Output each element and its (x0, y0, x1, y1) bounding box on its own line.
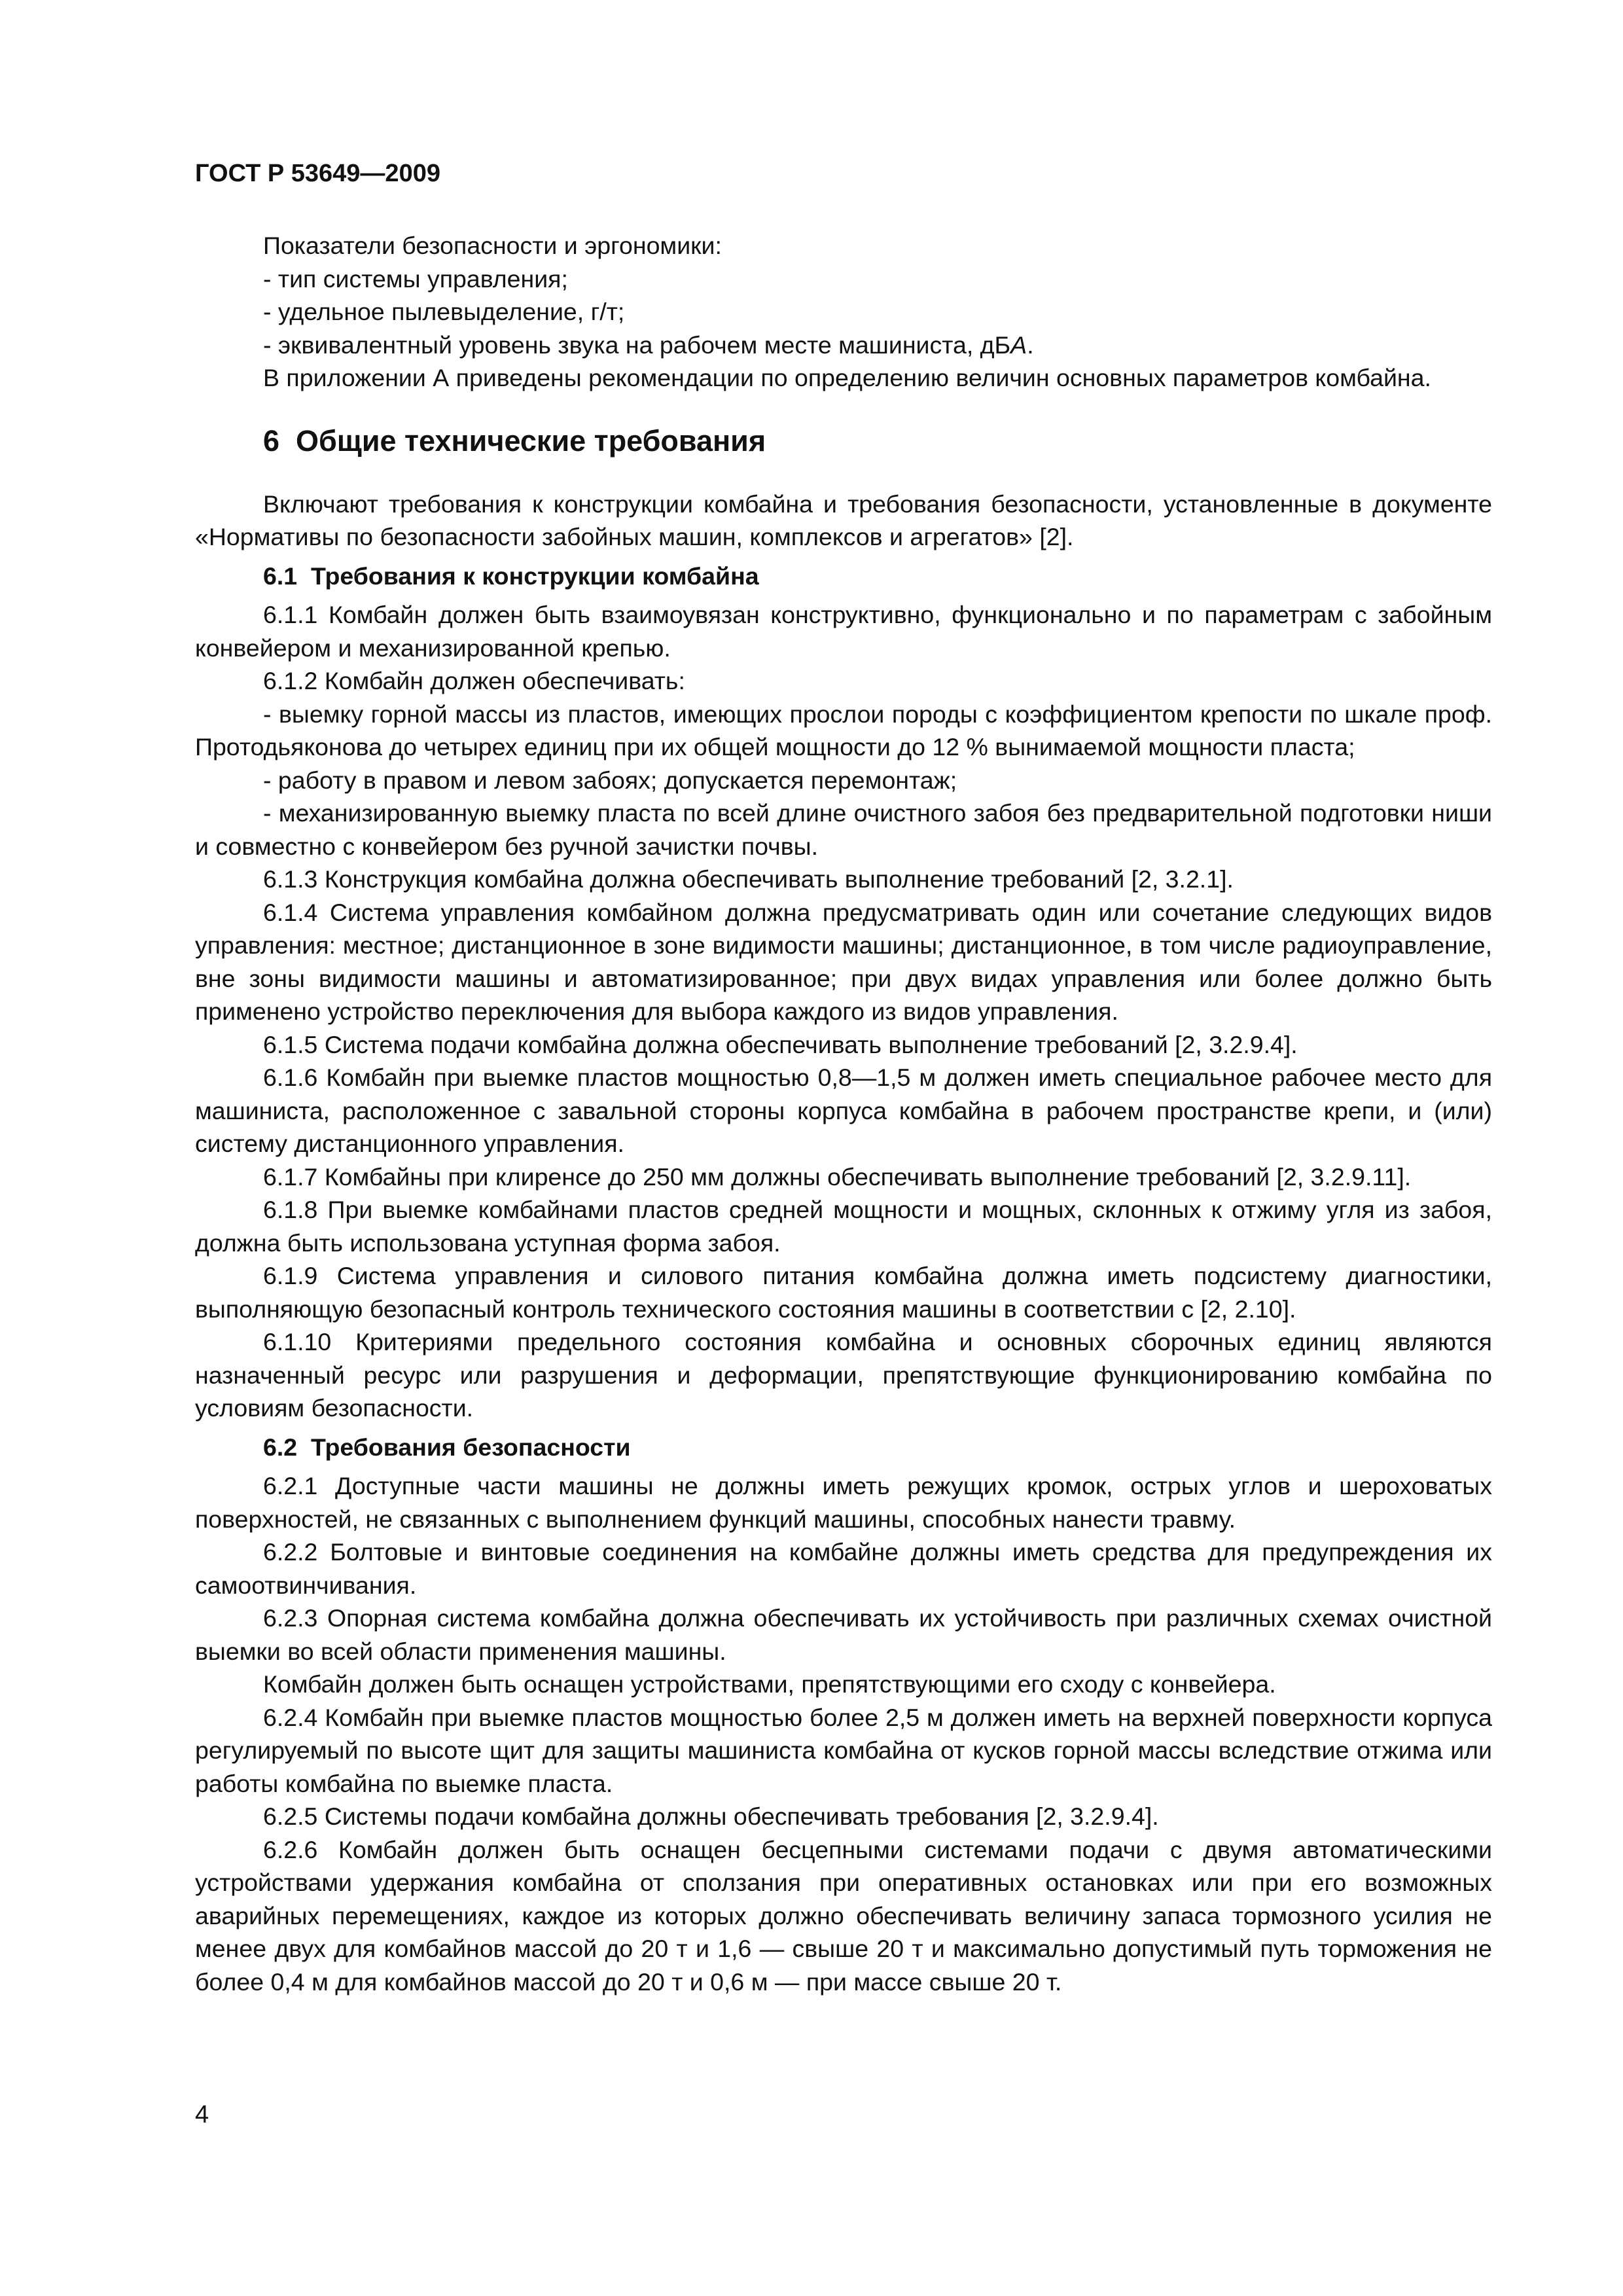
list-item: - тип системы управления; (263, 264, 568, 293)
annex-reference: В приложении А приведены рекомендации по определению величин основных параметров комбайна. (263, 364, 1431, 391)
clause-6-1-9: 6.1.9 Система управления и силового питания комбайна должна иметь подсистему диагностики, выполняющую безопасный контроль технического состояния машины в соответствии с [2, 2.10]. (195, 1262, 1492, 1323)
list-item: - удельное пылевыделение, г/т; (263, 298, 625, 325)
list-item-text: - эквивалентный уровень звука на рабочем месте машиниста, дБ (263, 331, 1011, 359)
clause-6-1-7: 6.1.7 Комбайны при клиренсе до 250 мм должны обеспечивать выполнение требований [2, 3.2.9.11]. (263, 1162, 1412, 1191)
standard-header: ГОСТ Р 53649—2009 (195, 160, 440, 187)
clause-6-1-5: 6.1.5 Система подачи комбайна должна обеспечивать выполнение требований [2, 3.2.9.4]. (263, 1030, 1298, 1058)
subsection-title: Требования к конструкции комбайна (310, 562, 759, 590)
section-6-intro: Включают требования к конструкции комбайна и требования безопасности, установленные в документе «Нормативы по безопасности забойных машин, комплексов и агрегатов» [2]. (195, 490, 1492, 550)
list-item: - работу в правом и левом забоях; допускается перемонтаж; (263, 766, 957, 794)
clause-6-1-10: 6.1.10 Критериями предельного состояния комбайна и основных сборочных единиц являются назначенный ресурс или разрушения и деформации, препятствующие функционированию комбайна по условиям безопасности. (195, 1328, 1492, 1422)
clause-6-1-1: 6.1.1 Комбайн должен быть взаимоувязан конструктивно, функционально и по параметрам с забойным конвейером и механизированной крепью. (195, 601, 1492, 662)
subsection-6-1-heading (263, 560, 1492, 593)
section-number: 6 (263, 423, 280, 457)
clause-6-2-3-addendum: Комбайн должен быть оснащен устройствами, препятствующими его сходу с конвейера. (263, 1670, 1276, 1698)
subsection-number: 6.1 (263, 562, 298, 590)
section-6-heading (263, 423, 1492, 459)
list-item (195, 329, 1492, 362)
clause-6-2-5: 6.2.5 Системы подачи комбайна должны обеспечивать требования [2, 3.2.9.4]. (263, 1803, 1159, 1830)
indicators-title: Показатели безопасности и эргономики: (263, 232, 722, 259)
clause-6-2-4: 6.2.4 Комбайн при выемке пластов мощностью более 2,5 м должен иметь на верхней поверхности корпуса регулируемый по высоте щит для защиты машиниста комбайна от кусков горной массы вследствие отжима или работы комбайна по выемке пласта. (195, 1703, 1492, 1797)
clause-6-2-1: 6.2.1 Доступные части машины не должны иметь режущих кромок, острых углов и шероховатых поверхностей, не связанных с выполнением функций машины, способных нанести травму. (195, 1472, 1492, 1533)
clause-6-1-8: 6.1.8 При выемке комбайнами пластов средней мощности и мощных, склонных к отжиму угля из забоя, должна быть использована уступная форма забоя. (195, 1196, 1492, 1257)
clause-6-1-4: 6.1.4 Система управления комбайном должна предусматривать один или сочетание следующих видов управления: местное; дистанционное в зоне видимости машины; дистанционное, в том числе радиоуправление, вне зоны видимости машины и автоматизированное; при двух видах управления или более должно быть применено устройство переключения для выбора каждого из видов управления. (195, 898, 1492, 1025)
list-item: - выемку горной массы из пластов, имеющих прослои породы с коэффициентом крепости по шкале проф. Протодьяконова до четырех единиц при их общей мощности до 12 % вынимаемой мощности пласта; (195, 700, 1492, 761)
clause-6-2-2: 6.2.2 Болтовые и винтовые соединения на комбайне должны иметь средства для предупреждения их самоотвинчивания. (195, 1538, 1492, 1599)
subsection-number: 6.2 (263, 1433, 298, 1461)
subsection-title: Требования безопасности (310, 1433, 631, 1461)
subsection-6-2-heading (263, 1431, 1492, 1464)
list-item: - механизированную выемку пласта по всей длине очистного забоя без предварительной подготовки ниши и совместно с конвейером без ручной зачистки почвы. (195, 799, 1492, 860)
page-number: 4 (195, 2101, 209, 2128)
list-item-end: . (1027, 331, 1034, 359)
body-text (195, 229, 1492, 1998)
clause-6-2-6: 6.2.6 Комбайн должен быть оснащен бесцепными системами подачи с двумя автоматическими устройствами удержания комбайна от сползания при оперативных остановках или при его возможных аварийных перемещениях, каждое из которых должно обеспечивать величину запаса тормозного усилия не менее двух для комбайнов массой до 20 т и 1,6 — свыше 20 т и максимально допустимый путь торможения не более 0,4 м для комбайнов массой до 20 т и 0,6 м — при массе свыше 20 т. (195, 1835, 1492, 1996)
unit-suffix: А (1010, 331, 1027, 359)
clause-6-1-2: 6.1.2 Комбайн должен обеспечивать: (263, 667, 685, 694)
clause-6-2-3: 6.2.3 Опорная система комбайна должна обеспечивать их устойчивость при различных схемах очистной выемки во всей области применения машины. (195, 1604, 1492, 1665)
clause-6-1-3: 6.1.3 Конструкция комбайна должна обеспечивать выполнение требований [2, 3.2.1]. (263, 865, 1234, 893)
section-title: Общие технические требования (296, 423, 766, 457)
clause-6-1-6: 6.1.6 Комбайн при выемке пластов мощностью 0,8—1,5 м должен иметь специальное рабочее место для машиниста, расположенное с завальной стороны корпуса комбайна в рабочем пространстве крепи, и (или) систему дистанционного управления. (195, 1064, 1492, 1157)
